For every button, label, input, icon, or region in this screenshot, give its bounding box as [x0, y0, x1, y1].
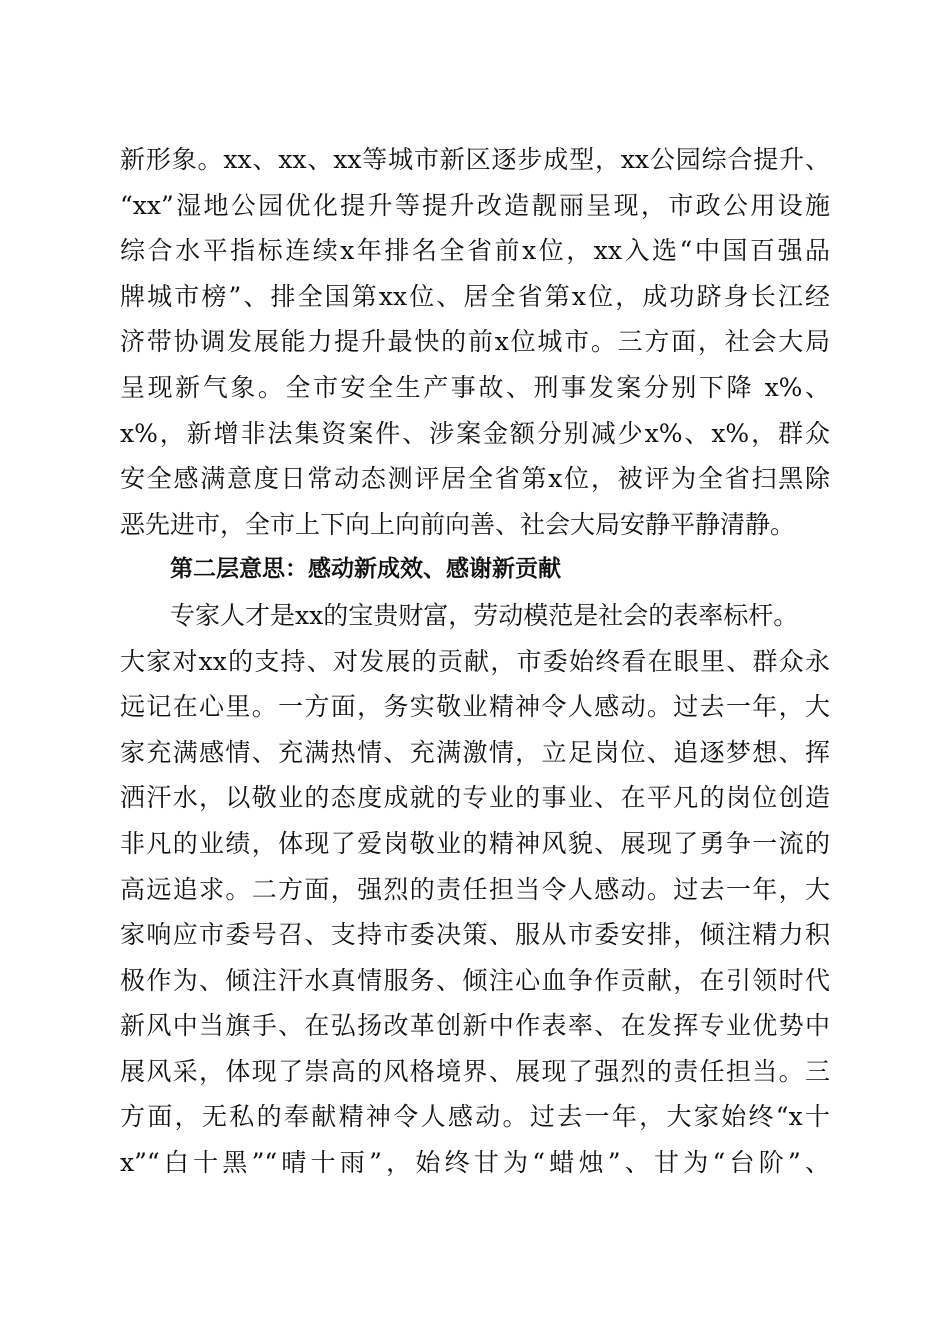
text-line: 高远追求。二方面，强烈的责任担当令人感动。过去一年，大	[120, 874, 830, 904]
text-line: 恶先进市，全市上下向上向前向善、社会大局安静平静清静。	[120, 509, 796, 539]
text-line: 极作为、倾注汗水真情服务、倾注心血争作贡献，在引领时代	[120, 965, 830, 995]
text-line: 方面，无私的奉献精神令人感动。过去一年，大家始终“x十	[120, 1102, 830, 1132]
text-line: 综合水平指标连续x年排名全省前x位，xx入选“中国百强品	[120, 236, 830, 266]
text-line: 家响应市委号召、支持市委决策、服从市委安排，倾注精力积	[120, 920, 830, 950]
text-line: 展风采，体现了崇高的风格境界、展现了强烈的责任担当。三	[120, 1056, 830, 1086]
text-line: x”“白十黑”“晴十雨”，始终甘为“蜡烛”、甘为“台阶”、	[120, 1148, 830, 1178]
paragraph-first-line: 专家人才是xx的宝贵财富，劳动模范是社会的表率标杆。	[170, 600, 799, 630]
text-line: 非凡的业绩，体现了爱岗敬业的精神风貌、展现了勇争一流的	[120, 828, 830, 858]
text-line: 远记在心里。一方面，务实敬业精神令人感动。过去一年，大	[120, 692, 830, 722]
section-heading: 第二层意思：感动新成效、感谢新贡献	[170, 556, 561, 583]
document-body	[120, 137, 830, 1186]
text-line: 呈现新气象。全市安全生产事故、刑事发案分别下降 x%、	[120, 372, 830, 402]
text-line: 洒汗水，以敬业的态度成就的专业的事业、在平凡的岗位创造	[120, 783, 830, 813]
text-line: 牌城市榜”、排全国第xx位、居全省第x位，成功跻身长江经	[120, 281, 830, 311]
text-line: 大家对xx的支持、对发展的贡献，市委始终看在眼里、群众永	[120, 646, 830, 676]
text-line: 家充满感情、充满热情、充满激情，立足岗位、追逐梦想、挥	[120, 737, 830, 767]
text-line: 新形象。xx、xx、xx等城市新区逐步成型，xx公园综合提升、	[120, 145, 830, 174]
text-line: 新风中当旗手、在弘扬改革创新中作表率、在发挥专业优势中	[120, 1011, 830, 1041]
text-line: 济带协调发展能力提升最快的前x位城市。三方面，社会大局	[120, 327, 830, 357]
text-line: “xx”湿地公园优化提升等提升改造靓丽呈现，市政公用设施	[120, 190, 830, 220]
text-line: 安全感满意度日常动态测评居全省第x位，被评为全省扫黑除	[120, 464, 830, 494]
text-line: x%，新增非法集资案件、涉案金额分别减少x%、x%，群众	[120, 418, 830, 448]
